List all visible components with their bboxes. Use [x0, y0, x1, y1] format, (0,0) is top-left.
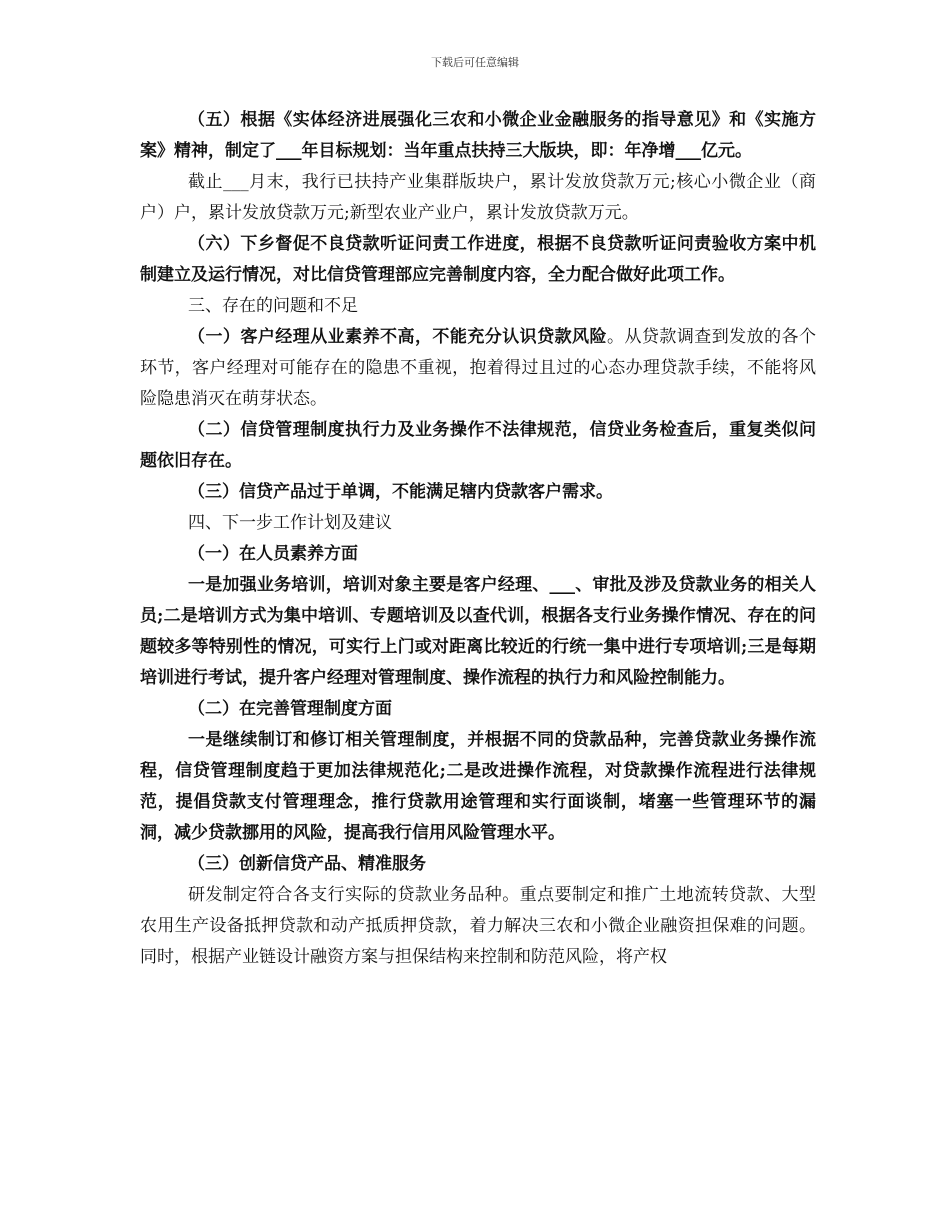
section-heading-plan: 四、下一步工作计划及建议	[188, 513, 392, 533]
document-body	[140, 105, 816, 973]
subheading-products: （三）创新信贷产品、精准服务	[188, 854, 426, 874]
problem-one-heading: （一）客户经理从业素养不高，不能充分认识贷款风险	[188, 327, 607, 347]
paragraph-products: 研发制定符合各支行实际的贷款业务品种。重点要制定和推广土地流转贷款、大型农用生产设备抵押贷款和动产抵质押贷款，着力解决三农和小微企业融资担保难的问题。同时，根据产业链设计融资方案与担保结构来控制和防范风险，将产权	[140, 885, 816, 967]
paragraph-training: 一是加强业务培训，培训对象主要是客户经理、___、审批及涉及贷款业务的相关人员;二是培训方式为集中培训、专题培训及以查代训，根据各支行业务操作情况、存在的问题较多等特别性的情况，可实行上门或对距离比较近的行统一集中进行专项培训;三是每期培训进行考试，提升客户经理对管理制度、操作流程的执行力和风险控制能力。	[140, 575, 816, 688]
subheading-personnel: （一）在人员素养方面	[188, 544, 358, 564]
page-header: 下载后可任意编辑	[431, 56, 519, 69]
paragraph-problem-three: （三）信贷产品过于单调，不能满足辖内贷款客户需求。	[188, 482, 613, 502]
paragraph-problem-two: （二）信贷管理制度执行力及业务操作不法律规范，信贷业务检查后，重复类似问题依旧存在。	[140, 420, 816, 471]
section-heading-problems: 三、存在的问题和不足	[188, 296, 358, 316]
subheading-management: （二）在完善管理制度方面	[188, 699, 392, 719]
paragraph-problem-one	[140, 322, 816, 415]
paragraph-progress: 截止___月末，我行已扶持产业集群版块户，累计发放贷款万元;核心小微企业（商户）户，累计发放贷款万元;新型农业产业户，累计发放贷款万元。	[140, 172, 816, 223]
problem-one-body: 。从贷款调查到发放的各个环节，客户经理对可能存在的隐患不重视，抱着得过且过的心态办理贷款手续，不能将风险隐患消灭在萌芽状态。	[140, 327, 817, 409]
paragraph-management: 一是继续制订和修订相关管理制度，并根据不同的贷款品种，完善贷款业务操作流程，信贷管理制度趋于更加法律规范化;二是改进操作流程，对贷款操作流程进行法律规范，提倡贷款支付管理理念，推行贷款用途管理和实行面谈制，堵塞一些管理环节的漏洞，减少贷款挪用的风险，提高我行信用风险管理水平。	[140, 730, 816, 843]
paragraph-five: （五）根据《实体经济进展强化三农和小微企业金融服务的指导意见》和《实施方案》精神，制定了___年目标规划：当年重点扶持三大版块，即：年净增___亿元。	[140, 110, 816, 161]
paragraph-six: （六）下乡督促不良贷款听证问责工作进度，根据不良贷款听证问责验收方案中机制建立及运行情况，对比信贷管理部应完善制度内容，全力配合做好此项工作。	[140, 234, 816, 285]
